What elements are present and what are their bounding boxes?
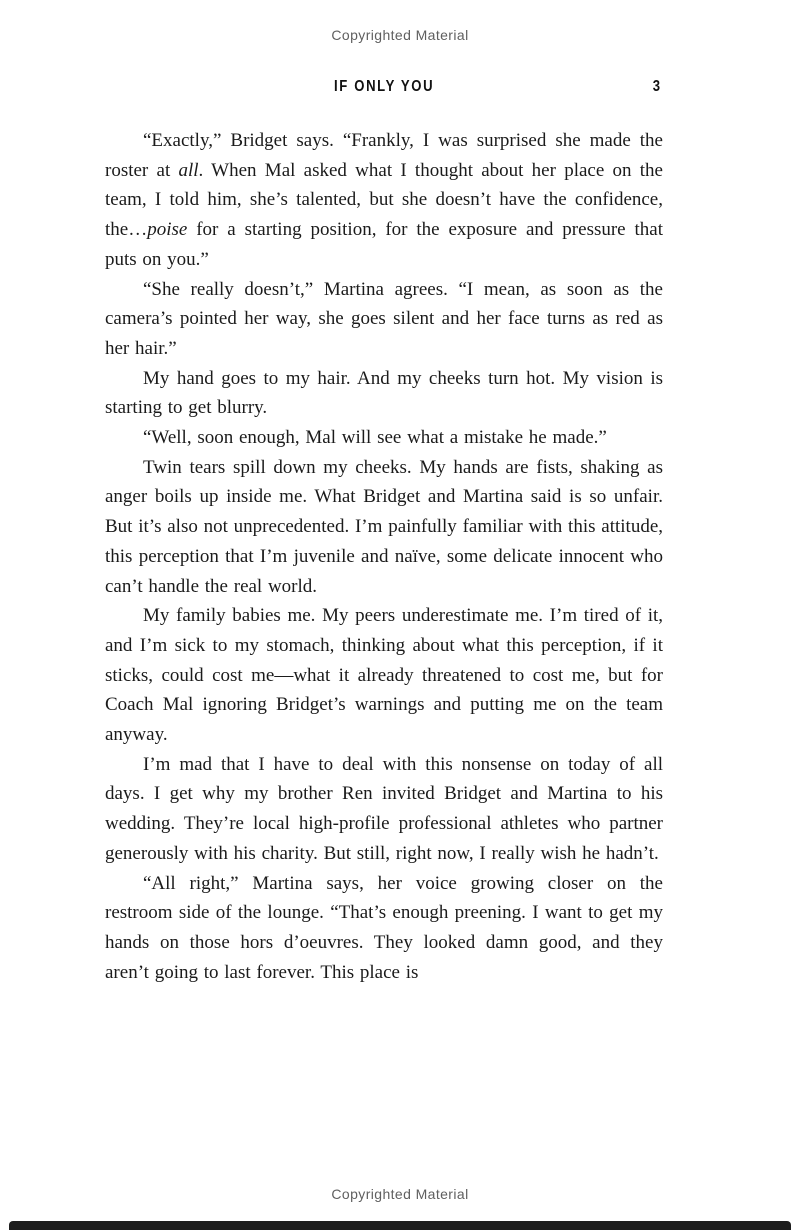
emphasized-text: poise [147, 219, 188, 241]
paragraph [105, 453, 663, 602]
book-title: IF ONLY YOU [333, 78, 435, 95]
paragraph [105, 126, 663, 275]
text-run: I’m mad that I have to deal with this nonsense on today of all days. I get why my brother Ren invited Bridget and Martina to his wedding. They’re local high-profile professional athletes who partner generously with his charity. But still, right now, I really wish he hadn’t. [105, 753, 663, 864]
running-title [105, 78, 663, 96]
text-run: “Well, soon enough, Mal will see what a mistake he made.” [143, 427, 607, 449]
paragraph [105, 364, 663, 423]
page-number-value: 3 [652, 78, 661, 95]
text-run: for a starting position, for the exposure and pressure that puts on you.” [105, 219, 663, 270]
text-run: “She really doesn’t,” Martina agrees. “I mean, as soon as the camera’s pointed her way, she goes silent and her face turns as red as her hair.” [105, 278, 663, 359]
emphasized-text: all [178, 159, 199, 181]
paragraph [105, 423, 663, 453]
paragraph [105, 601, 663, 750]
page-number [652, 78, 661, 96]
text-run: My family babies me. My peers underestimate me. I’m tired of it, and I’m sick to my stomach, thinking about what this perception, if it sticks, could cost me—what it already threatened to cost me, but for Coach Mal ignoring Bridget’s warnings and putting me on the team anyway. [105, 605, 663, 746]
text-run: My hand goes to my hair. And my cheeks turn hot. My vision is starting to get blurry. [105, 367, 663, 419]
text-run: “All right,” Martina says, her voice growing closer on the restroom side of the lounge. “That’s enough preening. I want to get my hands on those hors d’oeuvres. They looked damn good, and they aren’t going to last forever. This place is [105, 872, 663, 983]
running-header [105, 78, 663, 100]
text-run: . When Mal asked what I thought about her place on the team, I told him, she’s talented, but she doesn’t have the confidence, the… [105, 159, 663, 241]
body-text [105, 126, 663, 987]
copyright-notice-top: Copyrighted Material [331, 27, 469, 43]
copyright-notice-bottom: Copyrighted Material [331, 1186, 469, 1202]
page-edge-bar [9, 1221, 791, 1230]
paragraph [105, 869, 663, 988]
text-run: “Exactly,” Bridget says. “Frankly, I was surprised she made the roster at [105, 130, 663, 181]
paragraph [105, 275, 663, 364]
paragraph [105, 750, 663, 869]
text-run: Twin tears spill down my cheeks. My hands are fists, shaking as anger boils up inside me. What Bridget and Martina said is so unfair. But it’s also not unprecedented. I’m painfully familiar with this attitude, this perception that I’m juvenile and naïve, some delicate innocent who can’t handle the real world. [105, 456, 663, 597]
